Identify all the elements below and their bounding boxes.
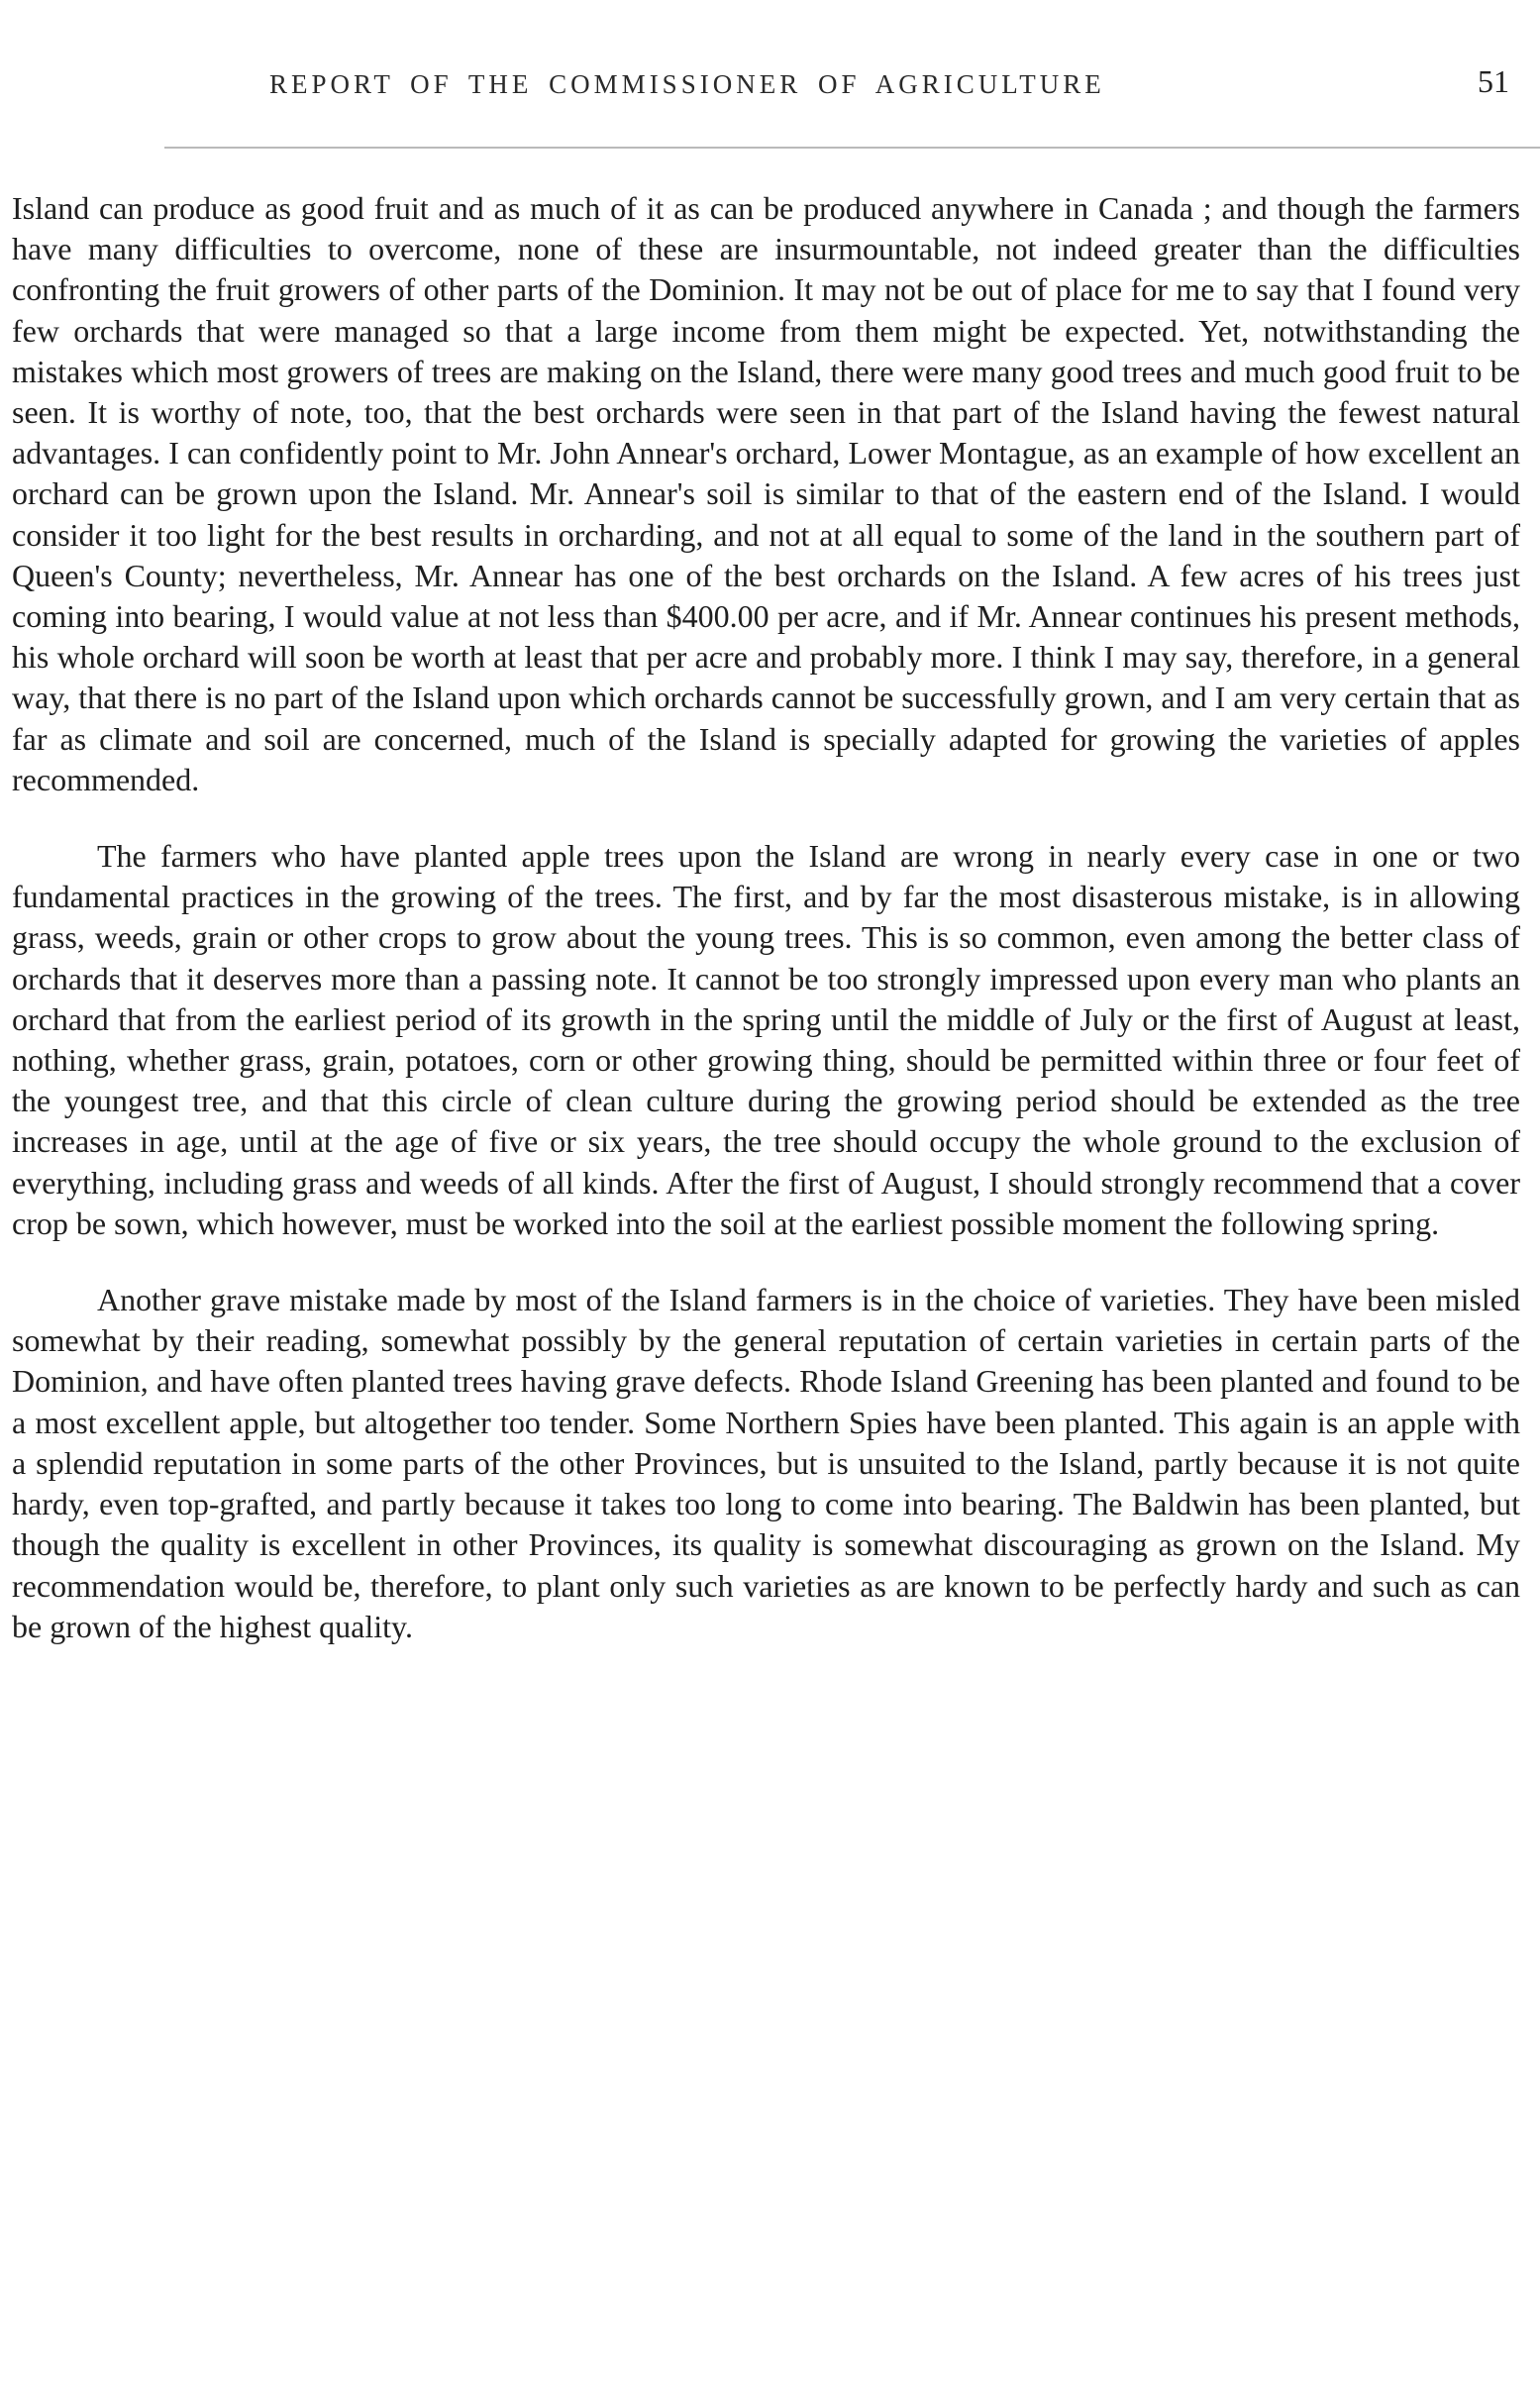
running-head (0, 63, 1540, 119)
paragraph-choice-of-varieties: Another grave mistake made by most of the Island farmers is in the choice of varieties. They have been misled somewhat by their reading, somewhat possibly by the general reputation of certain varieties in certain parts of the Dominion, and have often planted trees having grave defects. Rhode Island Greening has been planted and found to be a most excellent apple, but altogether too tender. Some Northern Spies have been planted. This again is an apple with a splendid reputation in some parts of the other Provinces, but is unsuited to the Island, partly because it is not quite hardy, even top-grafted, and partly because it takes too long to come into bearing. The Baldwin has been planted, but though the quality is excellent in other Provinces, its quality is somewhat discouraging as grown on the Island. My recommendation would be, therefore, to plant only such varieties as are known to be perfectly hardy and such as can be grown of the highest quality. (12, 1282, 1520, 1644)
page-number: 51 (1478, 63, 1509, 99)
running-title: REPORT OF THE COMMISSIONER OF AGRICULTURE (269, 69, 1105, 99)
paragraph-fundamental-practices: The farmers who have planted apple trees upon the Island are wrong in nearly every case in one or two fundamental practices in the growing of the trees. The first, and by far the most disasterous mistake, is in allowing grass, weeds, grain or other crops to grow about the young trees. This is so common, even among the better class of orchards that it deserves more than a passing note. It cannot be too strongly impressed upon every man who plants an orchard that from the earliest period of its growth in the spring until the middle of July or the first of August at least, nothing, whether grass, grain, potatoes, corn or other growing thing, should be permitted within three or four feet of the youngest tree, and that this circle of clean culture during the growing period should be extended as the tree increases in age, until at the age of five or six years, the tree should occupy the whole ground to the exclusion of everything, including grass and weeds of all kinds. After the first of August, I should strongly recommend that a cover crop be sown, which however, must be worked into the soil at the earliest possible moment the following spring. (12, 838, 1520, 1241)
body-text (12, 188, 1520, 1647)
header-rule (164, 147, 1540, 149)
paragraph-orchard-potential: Island can produce as good fruit and as much of it as can be produced anywhere in Canada ; and though the farmers have many difficulties to overcome, none of these are insurmountable, not indeed greater than the difficulties confronting the fruit growers of other parts of the Dominion. It may not be out of place for me to say that I found very few orchards that were managed so that a large income from them might be expected. Yet, notwithstanding the mistakes which most growers of trees are making on the Island, there were many good trees and much good fruit to be seen. It is worthy of note, too, that the best orchards were seen in that part of the Island having the fewest natural advantages. I can confidently point to Mr. John Annear's orchard, Lower Montague, as an example of how excellent an orchard can be grown upon the Island. Mr. Annear's soil is similar to that of the eastern end of the Island. I would consider it too light for the best results in orcharding, and not at all equal to some of the land in the southern part of Queen's County; nevertheless, Mr. Annear has one of the best orchards on the Island. A few acres of his trees just coming into bearing, I would value at not less than $400.00 per acre, and if Mr. Annear continues his present methods, his whole orchard will soon be worth at least that per acre and probably more. I think I may say, therefore, in a general way, that there is no part of the Island upon which orchards cannot be successfully grown, and I am very certain that as far as climate and soil are concerned, much of the Island is specially adapted for growing the varieties of apples recommended. (12, 190, 1520, 797)
